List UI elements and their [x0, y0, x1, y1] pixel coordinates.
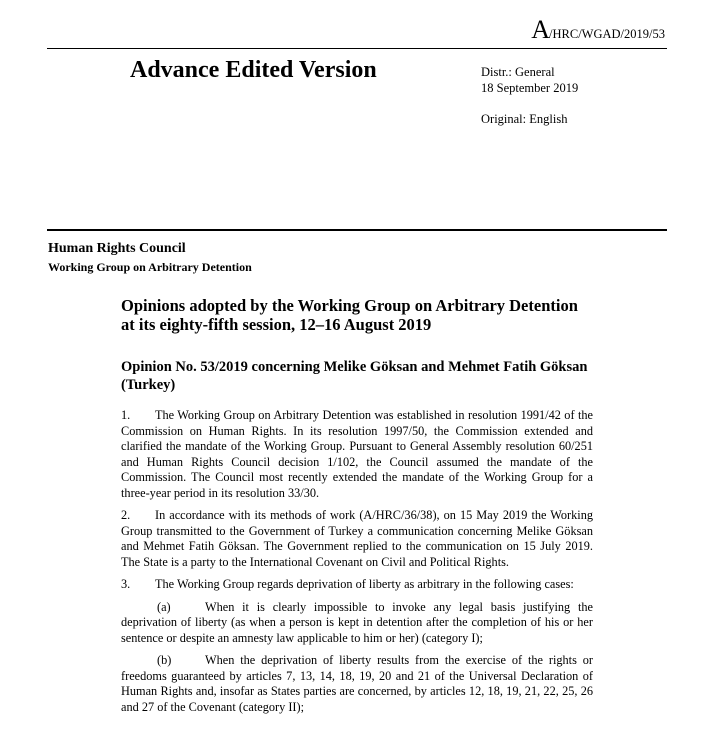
section-rule [47, 229, 667, 231]
working-group-name: Working Group on Arbitrary Detention [48, 260, 252, 274]
opinion-number-heading: Opinion No. 53/2019 concerning Melike Göksan and Mehmet Fatih Göksan (Turkey) [121, 359, 588, 393]
paragraph-1 [121, 408, 593, 501]
document-body [121, 408, 593, 722]
original-language: Original: English [481, 112, 568, 126]
advance-edited-version-title: Advance Edited Version [130, 57, 377, 83]
subparagraph-text: When the deprivation of liberty results from the exercise of the rights or freedoms guaranteed by articles 7, 13, 14, 18, 19, 20 and 21 of the Universal Declaration of Human Rights and, insofar as States parties are concerned, by articles 12, 18, 19, 21, 22, 25, 26 and 27 of the Covenant (category II); [121, 653, 593, 714]
council-name: Human Rights Council [48, 241, 186, 256]
paragraph-text: The Working Group regards deprivation of liberty as arbitrary in the following cases: [155, 577, 574, 591]
document-symbol-code: /HRC/WGAD/2019/53 [549, 27, 665, 41]
subparagraph-text: When it is clearly impossible to invoke any legal basis justifying the deprivation of liberty (as when a person is kept in detention after the completion of his or her sentence or despite an amnesty law applicable to him or her) (category I); [121, 599, 593, 645]
document-symbol-prefix: A [531, 15, 550, 44]
subparagraph-label: (b) [157, 653, 172, 667]
document-symbol [531, 15, 665, 46]
subparagraph-label: (a) [157, 599, 171, 614]
paragraph-2 [121, 508, 593, 570]
paragraph-number: 1. [121, 408, 131, 422]
paragraph-text: The Working Group on Arbitrary Detention was established in resolution 1991/42 of the Commission on Human Rights. In its resolution 1997/50, the Commission extended and clarified the mandate of the Working Group. Pursuant to General Assembly resolution 60/251 and Human Rights Council decision 1/102, the Council assumed the mandate of the Commission. The Council most recently extended the mandate of the Working Group for a three-year period in its resolution 33/30. [121, 408, 593, 500]
subparagraph-b [121, 653, 593, 715]
subparagraph-a [121, 600, 593, 647]
paragraph-3 [121, 577, 593, 593]
distribution-block [481, 64, 578, 127]
distribution-date: 18 September 2019 [481, 81, 579, 95]
paragraph-number: 2. [121, 508, 131, 522]
paragraph-text: In accordance with its methods of work (A/HRC/36/38), on 15 May 2019 the Working Group transmitted to the Government of Turkey a communication concerning Melike Göksan and Mehmet Fatih Göksan. The Government replied to the communication on 15 July 2019. The State is a party to the International Covenant on Civil and Political Rights. [121, 508, 593, 569]
paragraph-number: 3. [121, 577, 131, 591]
distribution-type: Distr.: General [481, 65, 555, 79]
header-rule [47, 48, 667, 49]
opinions-adopted-heading: Opinions adopted by the Working Group on Arbitrary Detention at its eighty-fifth session, 12–16 August 2019 [121, 296, 578, 334]
